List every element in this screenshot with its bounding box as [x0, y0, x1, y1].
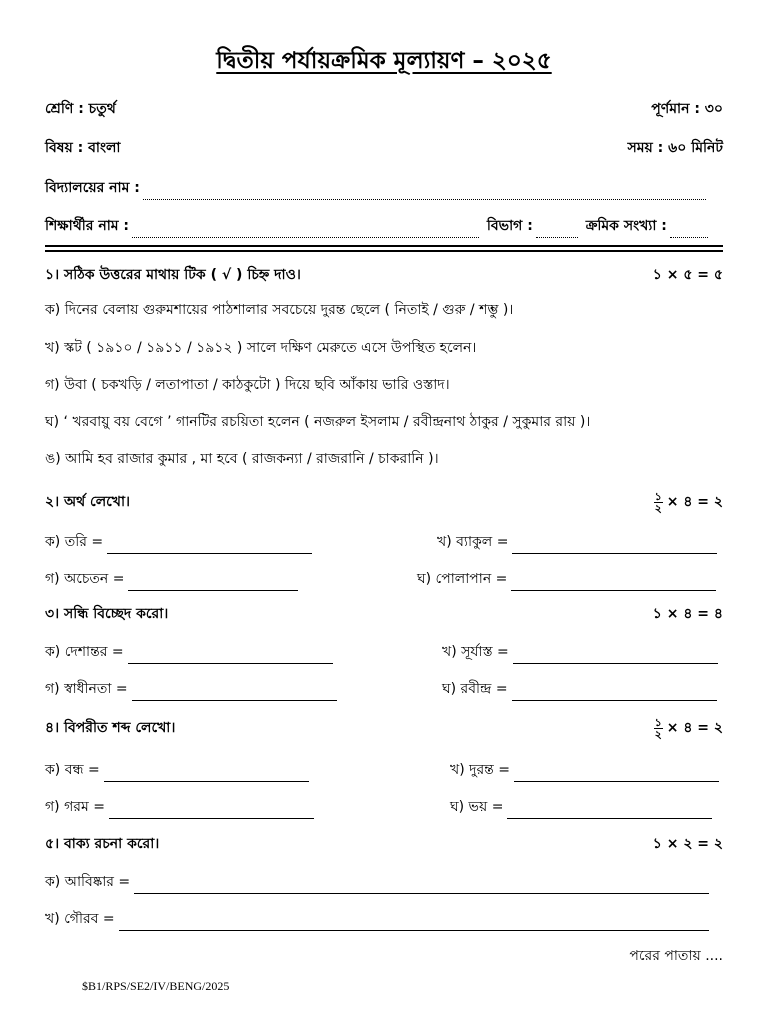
answer-line[interactable]	[104, 767, 309, 782]
q4-item-label: গ) গরম =	[45, 799, 105, 815]
q1-item: ক) দিনের বেলায় গুরুমশায়ের পাঠশালার সবচেয়ে দুরন্ত ছেলে ( নিতাই / গুরু / শম্ভু )।	[45, 302, 514, 318]
school-name-field[interactable]	[143, 185, 706, 200]
q2-title: ২। অর্থ লেখো।	[45, 494, 131, 510]
q5-row-2	[45, 907, 723, 931]
q2-heading	[45, 490, 723, 516]
divider-bottom	[45, 250, 723, 252]
full-marks: পূর্ণমান : ৩০	[651, 101, 723, 117]
time-label: সময় : ৬০ মিনিট	[627, 140, 723, 156]
answer-line[interactable]	[511, 576, 716, 591]
q3-item-label: গ) স্বাধীনতা =	[45, 681, 128, 697]
q4-item-label: খ) দুরন্ত =	[450, 762, 510, 778]
q3-title: ৩। সন্ধি বিচ্ছেদ করো।	[45, 606, 169, 622]
next-page-note: পরের পাতায় ....	[629, 948, 723, 964]
serial-field[interactable]	[670, 223, 708, 238]
q5-item-label: ক) আবিষ্কার =	[45, 874, 131, 890]
q3-item-label: ক) দেশান্তর =	[45, 644, 124, 660]
answer-line[interactable]	[512, 686, 717, 701]
q4-item-label: ক) বন্ধ =	[45, 762, 100, 778]
answer-line[interactable]	[128, 649, 333, 664]
q2-item-label: খ) ব্যাকুল =	[437, 534, 509, 550]
exam-title: দ্বিতীয় পর্যায়ক্রমিক মূল্যায়ণ – ২০২৫	[216, 48, 552, 74]
student-name-label: শিক্ষার্থীর নাম :	[45, 218, 129, 234]
q1-marks: ১ × ৫ = ৫	[652, 267, 723, 283]
answer-line[interactable]	[507, 804, 712, 819]
q5-row-1	[45, 870, 723, 894]
school-name-row	[45, 176, 723, 200]
subject-label: বিষয় : বাংলা	[45, 140, 121, 156]
answer-line[interactable]	[107, 539, 312, 554]
q5-marks: ১ × ২ = ২	[652, 836, 723, 852]
q2-item-label: ঘ) পোলাপান =	[417, 571, 508, 587]
school-name-label: বিদ্যালয়ের নাম :	[45, 180, 140, 196]
answer-line[interactable]	[513, 649, 718, 664]
student-name-field[interactable]	[132, 223, 479, 238]
answer-line[interactable]	[128, 576, 298, 591]
q4-item-label: ঘ) ভয় =	[450, 799, 504, 815]
section-label: বিভাগ :	[486, 218, 533, 234]
q1-item: খ) স্কট ( ১৯১০ / ১৯১১ / ১৯১২ ) সালে দক্ষিণ মেরুতে এসে উপস্থিত হলেন।	[45, 340, 477, 356]
answer-line[interactable]	[119, 916, 709, 931]
class-label: শ্রেণি : চতুর্থ	[45, 101, 116, 117]
q3-marks: ১ × ৪ = ৪	[652, 606, 723, 622]
serial-label: ক্রমিক সংখ্যা :	[585, 218, 667, 234]
q2-fraction: $\frac{১}{২}$	[654, 489, 662, 515]
q5-title: ৫। বাক্য রচনা করো।	[45, 836, 160, 852]
answer-line[interactable]	[514, 767, 719, 782]
q1-item: ঙ) আমি হব রাজার কুমার , মা হবে ( রাজকন্যা / রাজরানি / চাকরানি )।	[45, 451, 439, 467]
q5-item-label: খ) গৌরব =	[45, 911, 115, 927]
q2-item-label: ক) তরি =	[45, 534, 104, 550]
document-code: $B1/RPS/SE2/IV/BENG/2025	[82, 979, 230, 993]
q1-item: গ) উবা ( চকখড়ি / লতাপাতা / কাঠকুটো ) দিয়ে ছবি আঁকায় ভারি ওস্তাদ।	[45, 377, 450, 393]
divider-top	[45, 245, 723, 247]
q2-marks: $\frac{১}{২}$ × ৪ = ২	[654, 489, 723, 515]
q1-title: ১। সঠিক উত্তরের মাথায় টিক ( √ ) চিহ্ন দাও।	[45, 267, 301, 283]
q4-marks: $\frac{১}{২}$ × ৪ = ২	[654, 715, 723, 741]
q2-item-label: গ) অচেতন =	[45, 571, 125, 587]
q3-item-label: খ) সূর্যাস্ত =	[442, 644, 509, 660]
answer-line[interactable]	[134, 879, 709, 894]
answer-line[interactable]	[109, 804, 314, 819]
q3-item-label: ঘ) রবীন্দ্র =	[442, 681, 508, 697]
student-info-row	[45, 214, 723, 238]
q4-title: ৪। বিপরীত শব্দ লেখো।	[45, 720, 176, 736]
section-field[interactable]	[536, 223, 578, 238]
answer-line[interactable]	[512, 539, 717, 554]
q4-fraction: $\frac{১}{২}$	[654, 715, 662, 741]
q1-item: ঘ) ‘ খরবায়ু বয় বেগে ’ গানটির রচয়িতা হলেন ( নজরুল ইসলাম / রবীন্দ্রনাথ ঠাকুর / সুকুমার রায় )।	[45, 414, 591, 430]
q4-heading	[45, 716, 723, 742]
answer-line[interactable]	[132, 686, 337, 701]
